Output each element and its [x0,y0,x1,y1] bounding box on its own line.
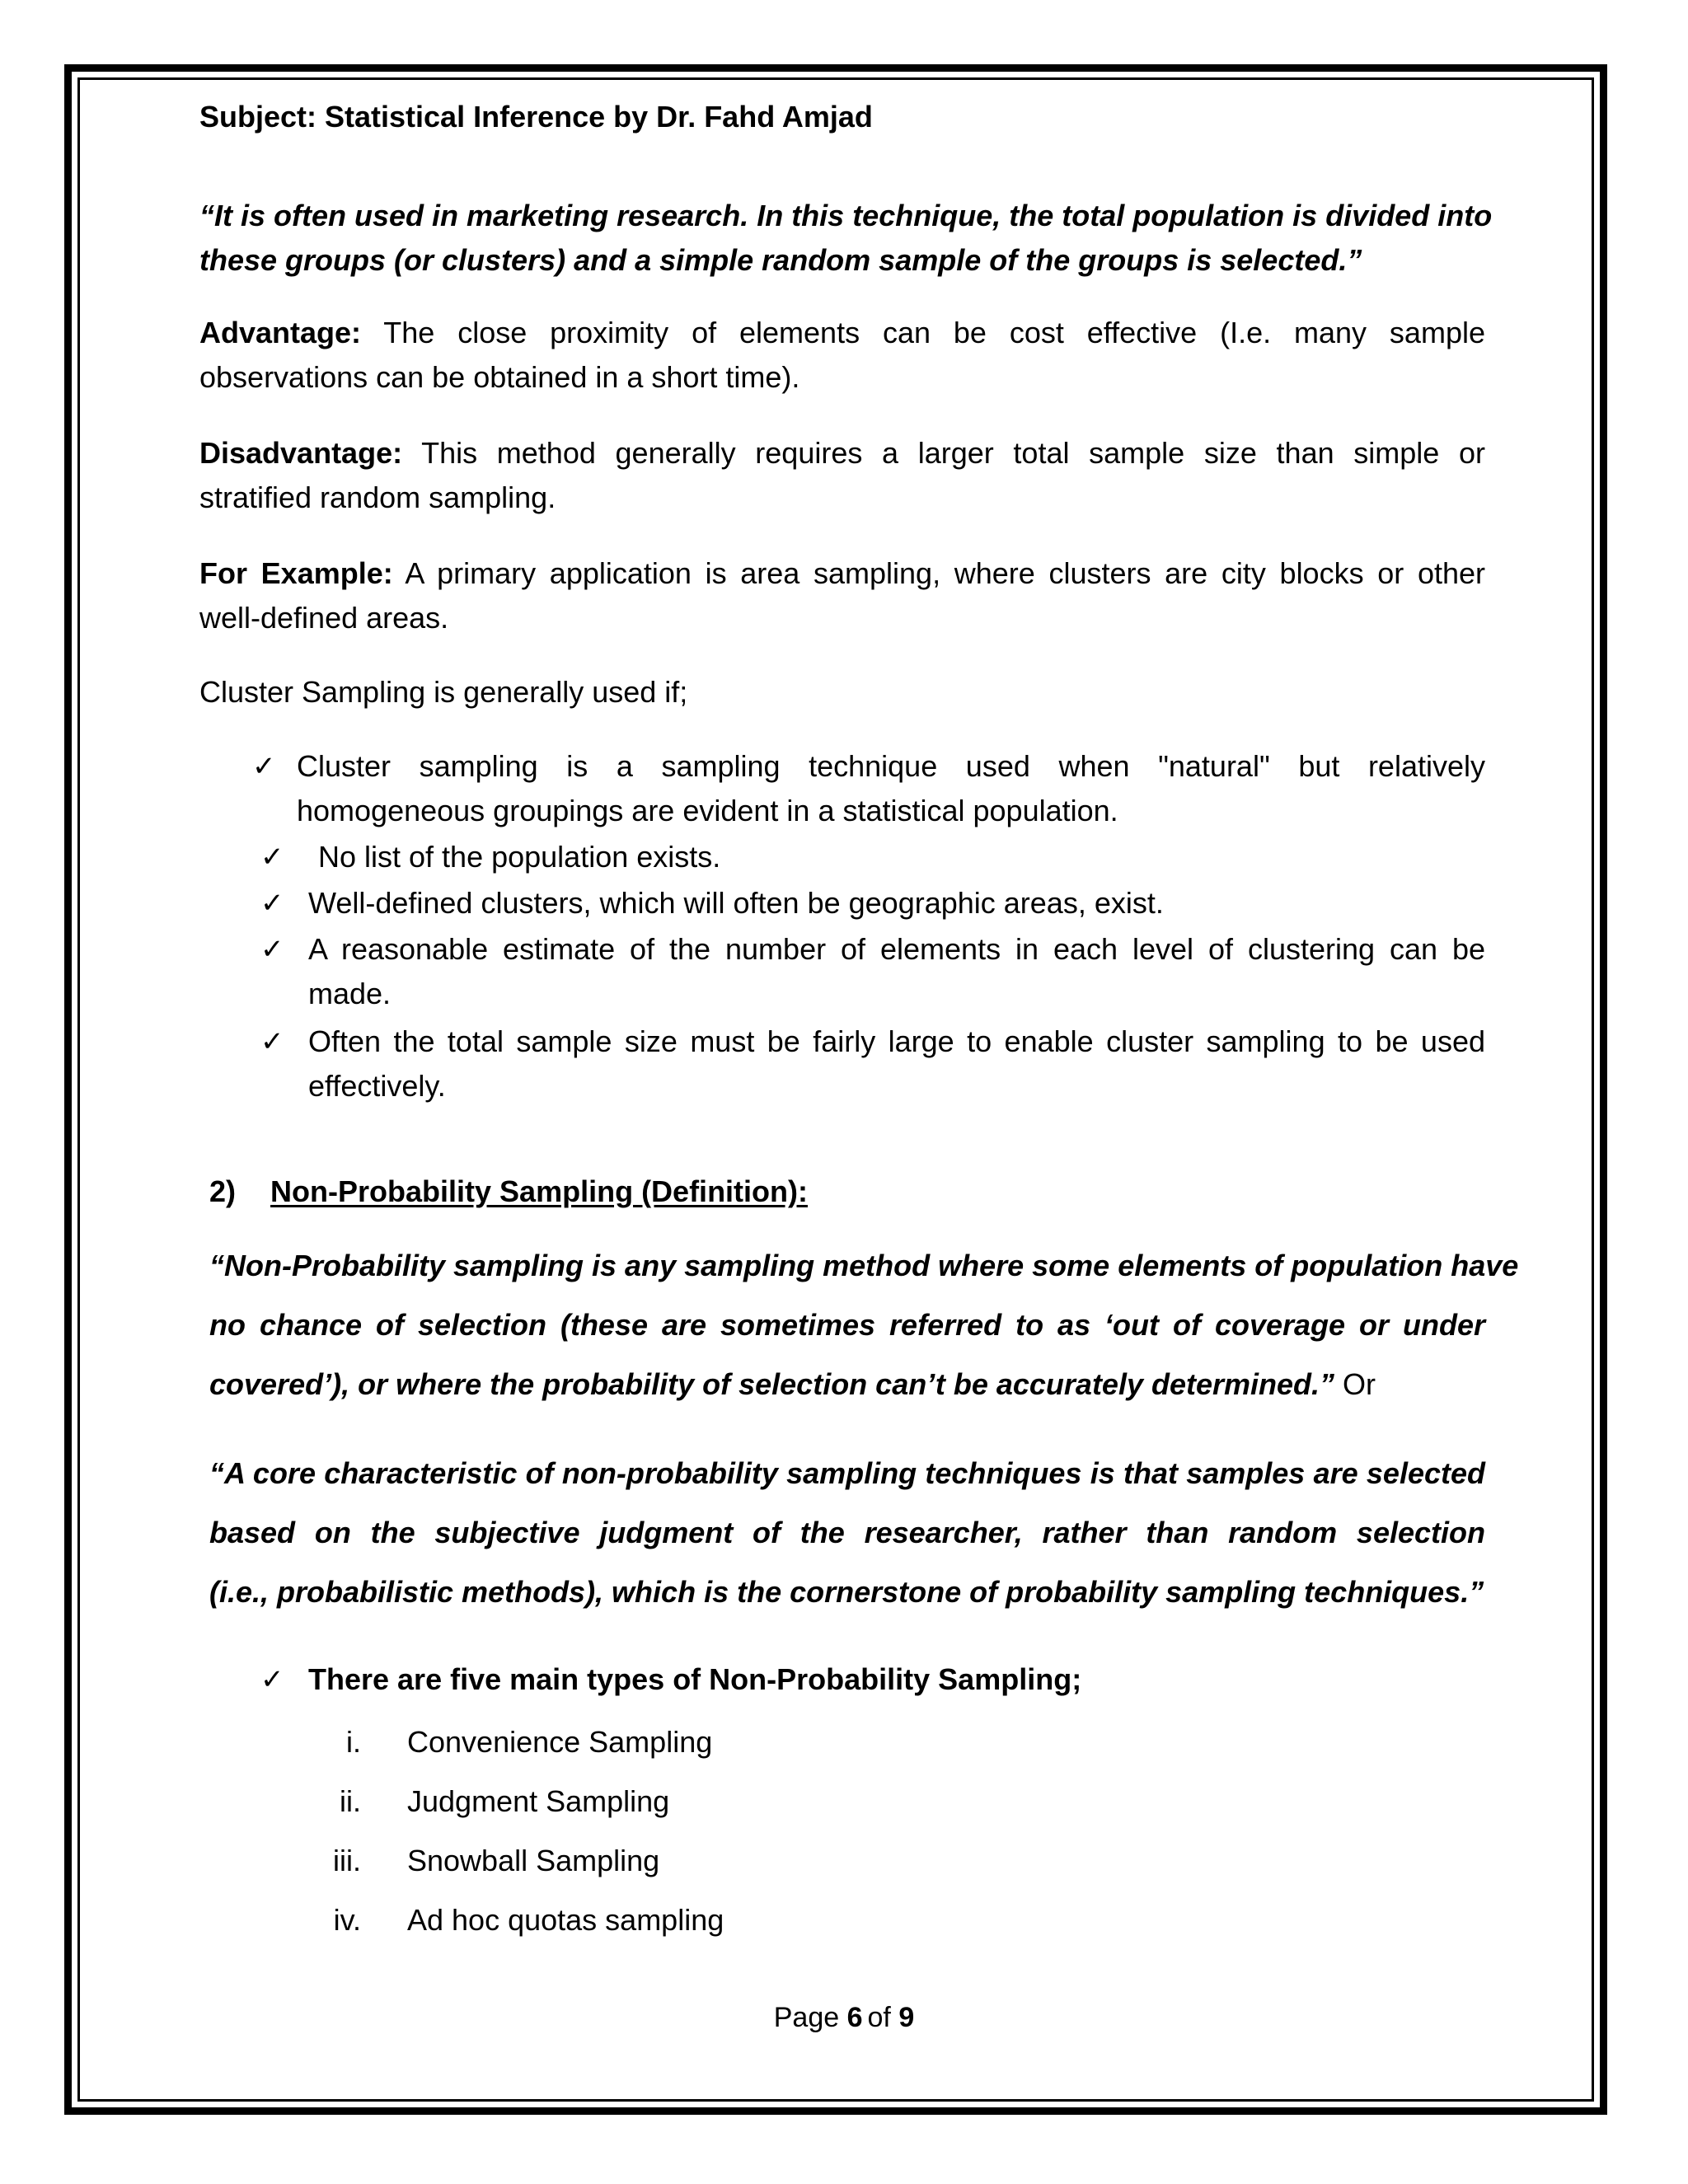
check-icon: ✓ [260,888,284,919]
definition-1-line-3 [209,1366,1376,1403]
section-number: 2) [209,1174,237,1208]
example-paragraph-line-1 [199,555,1485,592]
type-numeral: i. [346,1725,361,1759]
example-text: A primary application is area sampling, where clusters are city blocks or other [405,556,1485,590]
footer-of-word: of [867,2002,891,2033]
type-item: Judgment Sampling [407,1784,670,1818]
advantage-paragraph-line-2: observations can be obtained in a short time). [199,360,800,394]
example-paragraph-line-2: well-defined areas. [199,601,449,635]
check-icon: ✓ [260,1026,284,1057]
example-label: For Example: [199,556,393,590]
bullet-item-5-line-1: Often the total sample size must be fairly large to enable cluster sampling to be used [308,1024,1485,1058]
check-icon: ✓ [260,934,284,965]
cluster-used-if: Cluster Sampling is generally used if; [199,675,688,709]
definition-1-line-2: no chance of selection (these are sometimes referred to as ‘out of coverage or under [209,1308,1485,1342]
check-icon: ✓ [260,841,284,873]
advantage-label: Advantage: [199,316,362,349]
definition-2-line-1: “A core characteristic of non-probability sampling techniques is that samples are selected [209,1456,1485,1490]
disadvantage-label: Disadvantage: [199,436,403,470]
definition-1-end: covered’), or where the probability of selection can’t be accurately determined.” [209,1367,1335,1401]
bullet-item-1-line-2: homogeneous groupings are evident in a statistical population. [297,794,1118,827]
definition-2-line-3: (i.e., probabilistic methods), which is the cornerstone of probability sampling techniques.” [209,1575,1484,1609]
cluster-quote-line-2: these groups (or clusters) and a simple random sample of the groups is selected.” [199,243,1362,277]
type-numeral: iv. [333,1903,361,1937]
footer-page-word: Page [773,2002,840,2033]
check-icon: ✓ [260,1664,284,1695]
definition-2-line-2: based on the subjective judgment of the researcher, rather than random selection [209,1516,1485,1549]
disadvantage-paragraph-line-2: stratified random sampling. [199,480,556,514]
advantage-paragraph-line-1 [199,315,1485,351]
check-icon: ✓ [252,751,276,782]
disadvantage-paragraph-line-1 [199,435,1485,471]
bullet-item-2: No list of the population exists. [318,840,721,874]
bullet-item-1-line-1: Cluster sampling is a sampling technique used when "natural" but relatively [297,749,1485,783]
cluster-quote-line-1: “It is often used in marketing research. In this technique, the total population is divided into [199,199,1493,232]
or-connector: Or [1343,1367,1376,1401]
section-title: Non-Probability Sampling (Definition): [270,1174,809,1208]
type-item: Ad hoc quotas sampling [407,1903,724,1937]
type-item: Convenience Sampling [407,1725,713,1759]
bullet-item-3: Well-defined clusters, which will often be geographic areas, exist. [308,886,1164,920]
definition-1-line-1: “Non-Probability sampling is any sampling method where some elements of population have [209,1249,1519,1282]
page-footer [0,1999,1688,2036]
type-numeral: iii. [333,1844,361,1877]
bullet-item-4-line-1: A reasonable estimate of the number of elements in each level of clustering can be [308,932,1485,966]
types-intro: There are five main types of Non-Probability Sampling; [308,1662,1082,1696]
footer-page-number: 6 [846,2002,863,2033]
bullet-item-5-line-2: effectively. [308,1069,446,1103]
disadvantage-text: This method generally requires a larger total sample size than simple or [421,436,1485,470]
type-numeral: ii. [340,1784,361,1818]
document-header: Subject: Statistical Inference by Dr. Fahd Amjad [199,100,873,134]
type-item: Snowball Sampling [407,1844,660,1877]
advantage-text: The close proximity of elements can be cost effective (I.e. many sample [383,316,1485,349]
bullet-item-4-line-2: made. [308,977,392,1010]
section-heading [209,1174,808,1210]
footer-total-pages: 9 [898,2002,915,2033]
